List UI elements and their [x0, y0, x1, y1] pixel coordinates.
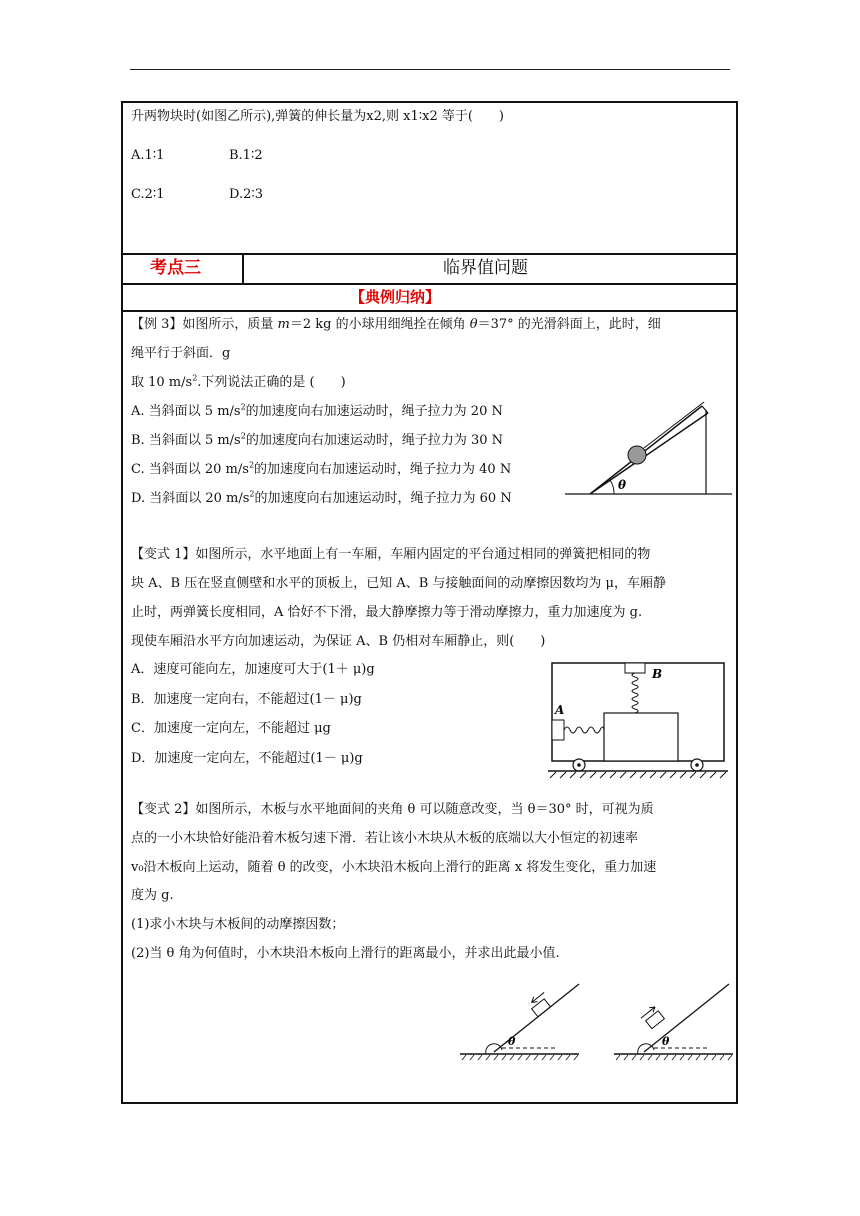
variant2-line3: v₀沿木板向上运动，随着 θ 的改变，小木块沿木板向上滑行的距离 x 将发生变化，重力加速 [131, 860, 657, 875]
block-b-label: B [652, 667, 663, 681]
variant1-option-c: C．加速度一定向左，不能超过 μg [131, 721, 331, 736]
variant1-option-a: A．速度可能向左，加速度可大于(1＋ μ)g [131, 662, 375, 677]
block-icon [527, 990, 554, 1017]
table-row-divider [121, 283, 738, 285]
carriage-figure [546, 660, 730, 780]
prev-option-c: C.2∶1 [131, 187, 165, 202]
variant2-line1: 【变式 2】如图所示，木板与水平地面间的夹角 θ 可以随意改变，当 θ＝30° 时，可视为质 [131, 802, 654, 817]
table-column-divider [242, 253, 244, 284]
example3-line3: 取 10 $m/s^2$.下列说法正确的是 ( ) [131, 373, 346, 390]
example3-option-c: C. 当斜面以 20 $m/s^2$的加速度向右加速运动时，绳子拉力为 40 N [131, 460, 512, 477]
prev-question-text: 升两物块时(如图乙所示),弹簧的伸长量为x2,则 x1∶x2 等于( ) [131, 109, 505, 124]
prev-option-b: B.1∶2 [229, 148, 263, 163]
variant2-line2: 点的一小木块恰好能沿着木板匀速下滑．若让该小木块从木板的底端以大小恒定的初速率 [131, 831, 639, 846]
block-a-label: A [555, 703, 565, 717]
header-rule [130, 69, 730, 70]
variant1-line3: 止时，两弹簧长度相同，A 恰好不下滑，最大静摩擦力等于滑动摩擦力，重力加速度为 g. [131, 605, 643, 620]
example3-option-d: D. 当斜面以 20 $m/s^2$的加速度向右加速运动时，绳子拉力为 60 N [131, 489, 512, 506]
variant1-option-b: B．加速度一定向右，不能超过(1－ μ)g [131, 692, 362, 707]
angle-label: θ [618, 478, 627, 492]
angle-label: θ [508, 1035, 516, 1048]
example3-option-b: B. 当斜面以 5 $m/s^2$的加速度向右加速运动时，绳子拉力为 30 N [131, 431, 504, 448]
angle-label: θ [662, 1035, 670, 1048]
example3-line1: 【例 3】如图所示，质量 m＝2 kg 的小球用细绳拴在倾角 θ＝37° 的光滑斜面上，此时，细 [131, 317, 661, 332]
section-subheading: 【典例归纳】 [350, 288, 441, 306]
variant1-line1: 【变式 1】如图所示，水平地面上有一车厢，车厢内固定的平台通过相同的弹簧把相同的物 [131, 547, 651, 562]
variant1-line4: 现使车厢沿水平方向加速运动，为保证 A、B 仍相对车厢静止，则( ) [131, 634, 546, 649]
section-title: 临界值问题 [443, 258, 528, 278]
example3-line2: 绳平行于斜面．g [131, 346, 231, 361]
variant1-line2: 块 A、B 压在竖直侧壁和水平的顶板上，已知 A、B 与接触面间的动摩擦因数均为 μ，车厢静 [131, 576, 666, 591]
example3-tag: 【例 3】 [131, 317, 183, 332]
prev-option-d: D.2∶3 [229, 187, 264, 202]
variant2-line4: 度为 g. [131, 888, 174, 903]
board-figure-right [610, 982, 735, 1064]
example3-option-a: A. 当斜面以 5 $m/s^2$的加速度向右加速运动时，绳子拉力为 20 N [131, 402, 503, 419]
table-row-divider [121, 253, 738, 255]
prev-option-a: A.1∶1 [131, 148, 165, 163]
section-label: 考点三 [150, 258, 201, 278]
variant1-option-d: D．加速度一定向左，不能超过(1－ μ)g [131, 751, 363, 766]
board-figure-left [456, 982, 581, 1064]
block-icon [639, 1005, 664, 1030]
variant2-question-1: (1)求小木块与木板间的动摩擦因数； [131, 917, 345, 932]
variant2-question-2: (2)当 θ 角为何值时，小木块沿木板向上滑行的距离最小，并求出此最小值. [131, 946, 560, 961]
incline-ball-figure [560, 388, 736, 500]
table-row-divider [121, 310, 738, 312]
ball-icon [628, 446, 646, 464]
